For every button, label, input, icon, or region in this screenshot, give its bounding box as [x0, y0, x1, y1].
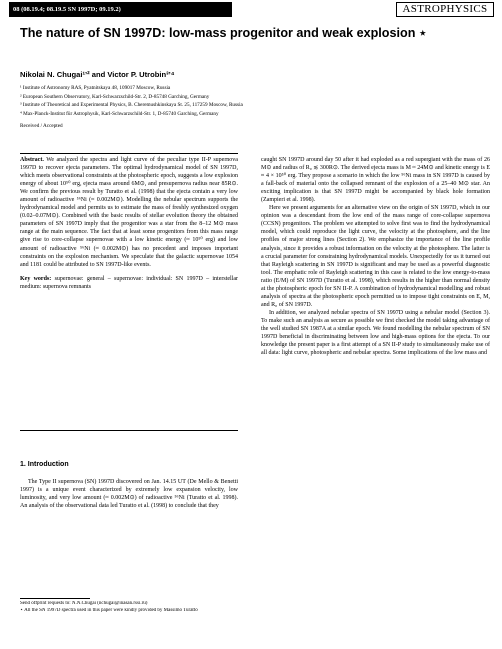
abstract-text: We analyzed the spectra and light curve of the peculiar type II-P supernova 1997D to recover ejecta parameters. The optimal hydrodynamical model of SN 1997D, which meets observational constraints at the photospheric epoch, suggests a low explosion energy of about 10⁵⁰ erg, ejecta mass around 6M⊙, and presupernova radius near 85R⊙. We confirm the previous result by Turatto et al. (1998) that the ejecta contain a very low amount of radioactive ⁵⁶Ni (≈ 0.002M⊙). Modelling the nebular spectrum supports the hydrodynamical model and permits us to estimate the mass of freshly synthesized oxygen (0.02–0.07M⊙). Combined with the basic results of stellar evolution theory the obtained parameters of SN 1997D imply that the progenitor was a star from the 8–12 M⊙ mass range at the main sequence. The fact that at least some progenitors from this mass range give rise to core-collapse supernovae with a low kinetic energy (≈ 10⁵⁰ erg) and low amount of radioactive ⁵⁶Ni (≈ 0.002M⊙) has no precedent and imposes important constraints on the explosion mechanism. We speculate that the galactic supernovae 1054 and 1181 could be attributed to SN 1997D-like events. — [20, 157, 238, 268]
keywords-label: Key words: — [20, 275, 52, 282]
keywords — [20, 275, 238, 291]
affiliations — [20, 84, 490, 119]
footnote-rule — [20, 598, 90, 599]
affiliation-1: ¹ Institute of Astronomy RAS, Pyatnitskaya 48, 109017 Moscow, Russia — [20, 85, 171, 91]
affiliation-3: ³ Institute of Theoretical and Experimental Physics, B. Cheremushkinskaya St. 25, 117259 Moscow, Russia — [20, 102, 243, 109]
abstract-label: Abstract. — [20, 157, 44, 163]
abstract-bottom-rule — [20, 430, 238, 431]
paper-title: The nature of SN 1997D: low-mass progenitor and weak explosion ⋆ — [20, 26, 427, 40]
footnote-offprint: Send offprint requests to: N.N.Chugai (nchugai@inasan.rssi.ru) — [20, 601, 148, 606]
right-paragraph-1: caught SN 1997D around day 50 after it had exploded as a red supergiant with the mass of 26 M⊙ and radius of R₀ ≲ 300R⊙. The derived ejecta mass is M ≈ 24M⊙ and kinetic energy is E ≈ 4 × 10⁵⁰ erg. They propose a scenario in which the low ⁵⁶Ni mass in SN 1997D is caused by a fall-back of material onto the collapsed remnant of the explosion of a 25–40 M⊙ star. An exciting implication is that SN 1997D might be accompanied by black hole formation (Zampieri et al. 1998). — [261, 157, 490, 204]
left-column — [20, 156, 238, 291]
abstract — [20, 156, 238, 269]
keywords-text: supernovae: general – supernovae: individual: SN 1997D – interstellar medium: supernova remnants — [20, 275, 239, 290]
abstract-top-rule — [20, 153, 238, 154]
received-date: Received / Accepted — [20, 123, 63, 129]
introduction-text-block — [20, 478, 238, 510]
journal-reference-header: 08 (08.19.4; 08.19.5 SN 1997D; 09.19.2) — [9, 2, 232, 17]
footnotes — [20, 601, 238, 615]
section-heading-introduction: 1. Introduction — [20, 461, 69, 468]
footnote-star: ⋆ All the SN 1997D spectra used in this paper were kindly provided by Massimo Turatto — [20, 607, 198, 613]
author-list: Nikolai N. Chugai¹ʼ² and Victor P. Utrobin³ʼ⁴ — [20, 70, 175, 79]
affiliation-2: ² European Southern Observatory, Karl-Schwarzschild-Str. 2, D-85748 Garching, Germany — [20, 93, 210, 100]
journal-section-box: ASTROPHYSICS — [396, 2, 494, 17]
affiliation-4: ⁴ Max-Planck-Institut für Astrophysik, Karl-Schwarzschild-Str. 1, D-85740 Garching, Germany — [20, 111, 219, 118]
introduction-paragraph: The Type II supernova (SN) 1997D discovered on Jan. 14.15 UT (De Mello & Benetti 1997) is a unique event characterized by extremely low expansion velocity, low luminosity, and very low amount (≈ 0.002M⊙) of radioactive ⁵⁶Ni (Turatto et al. 1998). An analysis of the observational data led Turatto et al. (1998) to conclude that they — [20, 479, 238, 510]
right-paragraph-3: In addition, we analyzed nebular spectra of SN 1997D using a nebular model (Section 3). To make such an analysis as secure as possible we first checked the model taking advantage of the well studied SN 1987A at a similar epoch. We found modelling the nebular spectrum of SN 1997D beneficial in discriminating between low and high-mass options for the ejecta. To our knowledge the present paper is a first attempt of a SN II-P study to simultaneously make use of all data: light curve, photospheric and nebular spectra. Some implications of the low mass and — [261, 309, 490, 357]
right-paragraph-2: Here we present arguments for an alternative view on the origin of SN 1997D, which in our opinion was a descendant from the low end of the mass range of core-collapse supernova (CCSN) progenitors. The problem we attempted to solve first was to find the hydrodynamical model, which could reproduce the light curve, the velocity at the photosphere, and the line profiles of major strong lines (Section 2). We emphasize the importance of the line profile analysis, since it provides a robust information on the velocity at the photosphere. The latter is a crucial parameter for constraining hydrodynamical models. Unexpectedly for us it turned out that Rayleigh scattering in SN 1997D is significant and may be used as a powerful diagnostic tool. The emphatic role of Rayleigh scattering in this case is related to the low energy-to-mass ratio (E/M) of SN 1997D (Turatto et al. 1998), which results in the higher than normal density at the photospheric epoch for SN II-P. A combination of hydrodynamical modelling and robust analysis of spectra at the photospheric epoch permitted us to impose tight constraints on E, M, and R₀ of SN 1997D. — [261, 205, 490, 308]
right-column — [261, 156, 490, 357]
